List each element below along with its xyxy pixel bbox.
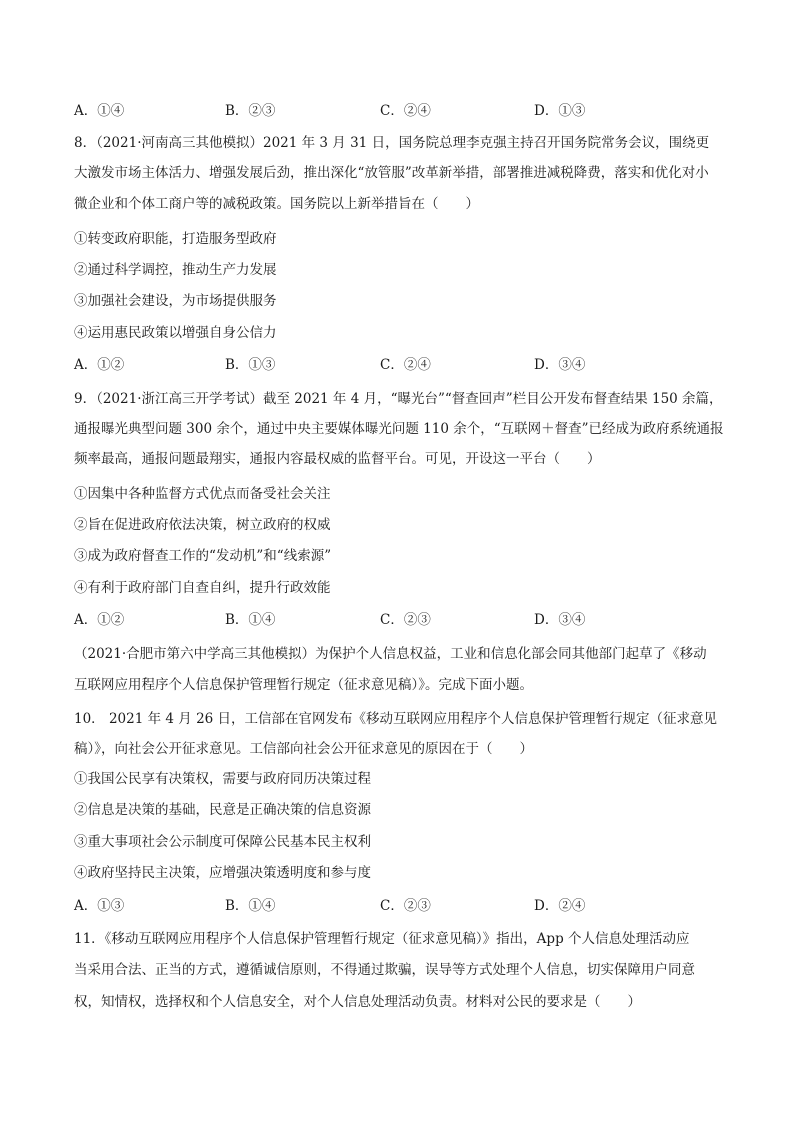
q10-stem-line: 10． 2021 年 4 月 26 日，工信部在官网发布《移动互联网应用程序个人信息保护管理暂行规定（征求意见	[74, 711, 718, 727]
q10-statement: ①我国公民享有决策权，需要与政府同历决策过程	[74, 771, 371, 787]
q8-stem-line: 8．（2021·河南高三其他模拟）2021 年 3 月 31 日，国务院总理李克强主持召开国务院常务会议，围绕更	[74, 135, 710, 151]
q10-statement: ④政府坚持民主决策，应增强决策透明度和参与度	[74, 865, 371, 881]
q8-statement: ④运用惠民政策以增强自身公信力	[74, 325, 277, 341]
option-b: B．②③	[225, 103, 276, 119]
q10-options	[74, 897, 724, 915]
option-a: A．①③	[74, 898, 125, 914]
q8-statement: ③加强社会建设，为市场提供服务	[74, 293, 277, 309]
q8-stem-line: 微企业和个体工商户等的减税政策。国务院以上新举措旨在（ ）	[74, 196, 479, 212]
q9-options	[74, 611, 724, 629]
option-c: C．②④	[380, 103, 431, 119]
q9-stem-line: 9．（2021·浙江高三开学考试）截至 2021 年 4 月，“曝光台”“督查回声”栏目公开发布督查结果 150 余篇，	[74, 391, 723, 407]
option-a: A．①④	[74, 103, 125, 119]
q11-stem-line: 当采用合法、正当的方式，遵循诚信原则，不得通过欺骗，误导等方式处理个人信息，切实保障用户同意	[74, 962, 695, 978]
q11-stem-line: 11．《移动互联网应用程序个人信息保护管理暂行规定（征求意见稿）》指出，App 个人信息处理活动应	[74, 931, 690, 947]
prev-question-options	[74, 102, 724, 120]
q9-statement: ②旨在促进政府依法决策，树立政府的权威	[74, 517, 331, 533]
option-c: C．②③	[380, 898, 431, 914]
option-a: A．①②	[74, 612, 125, 628]
q10-stem-line: 稿）》，向社会公开征求意见。工信部向社会公开征求意见的原因在于（ ）	[74, 741, 533, 757]
material-line: 互联网应用程序个人信息保护管理暂行规定（征求意见稿）》。完成下面小题。	[74, 677, 533, 693]
q8-statement: ①转变政府职能，打造服务型政府	[74, 231, 277, 247]
material-line: （2021·合肥市第六中学高三其他模拟）为保护个人信息权益，工业和信息化部会同其他部门起草了《移动	[74, 646, 707, 662]
q8-statement: ②通过科学调控，推动生产力发展	[74, 262, 277, 278]
q9-statement: ④有利于政府部门自查自纠，提升行政效能	[74, 580, 331, 596]
q8-stem-line: 大激发市场主体活力、增强发展后劲，推出深化“放管服”改革新举措，部署推进减税降费，落实和优化对小	[74, 165, 709, 181]
q9-stem-line: 频率最高，通报问题最翔实，通报内容最权威的监督平台。可见，开设这一平台（ ）	[74, 451, 601, 467]
q11-stem-line: 权，知情权，选择权和个人信息安全，对个人信息处理活动负责。材料对公民的要求是（ ）	[74, 994, 641, 1010]
option-a: A．①②	[74, 357, 125, 373]
option-b: B．①④	[225, 898, 276, 914]
option-c: C．②③	[380, 612, 431, 628]
q10-statement: ③重大事项社会公示制度可保障公民基本民主权利	[74, 834, 371, 850]
q9-statement: ①因集中各种监督方式优点而备受社会关注	[74, 486, 331, 502]
option-d: D．①③	[534, 103, 586, 119]
option-d: D．③④	[534, 357, 586, 373]
option-b: B．①④	[225, 612, 276, 628]
option-d: D．③④	[534, 612, 586, 628]
q9-stem-line: 通报曝光典型问题 300 余个，通过中央主要媒体曝光问题 110 余个，“互联网＋督查”已经成为政府系统通报	[74, 421, 724, 437]
option-b: B．①③	[225, 357, 276, 373]
q9-statement: ③成为政府督查工作的“发动机”和“线索源”	[74, 548, 332, 564]
option-d: D．②④	[534, 898, 586, 914]
q8-options	[74, 356, 724, 374]
option-c: C．②④	[380, 357, 431, 373]
q10-statement: ②信息是决策的基础，民意是正确决策的信息资源	[74, 802, 371, 818]
